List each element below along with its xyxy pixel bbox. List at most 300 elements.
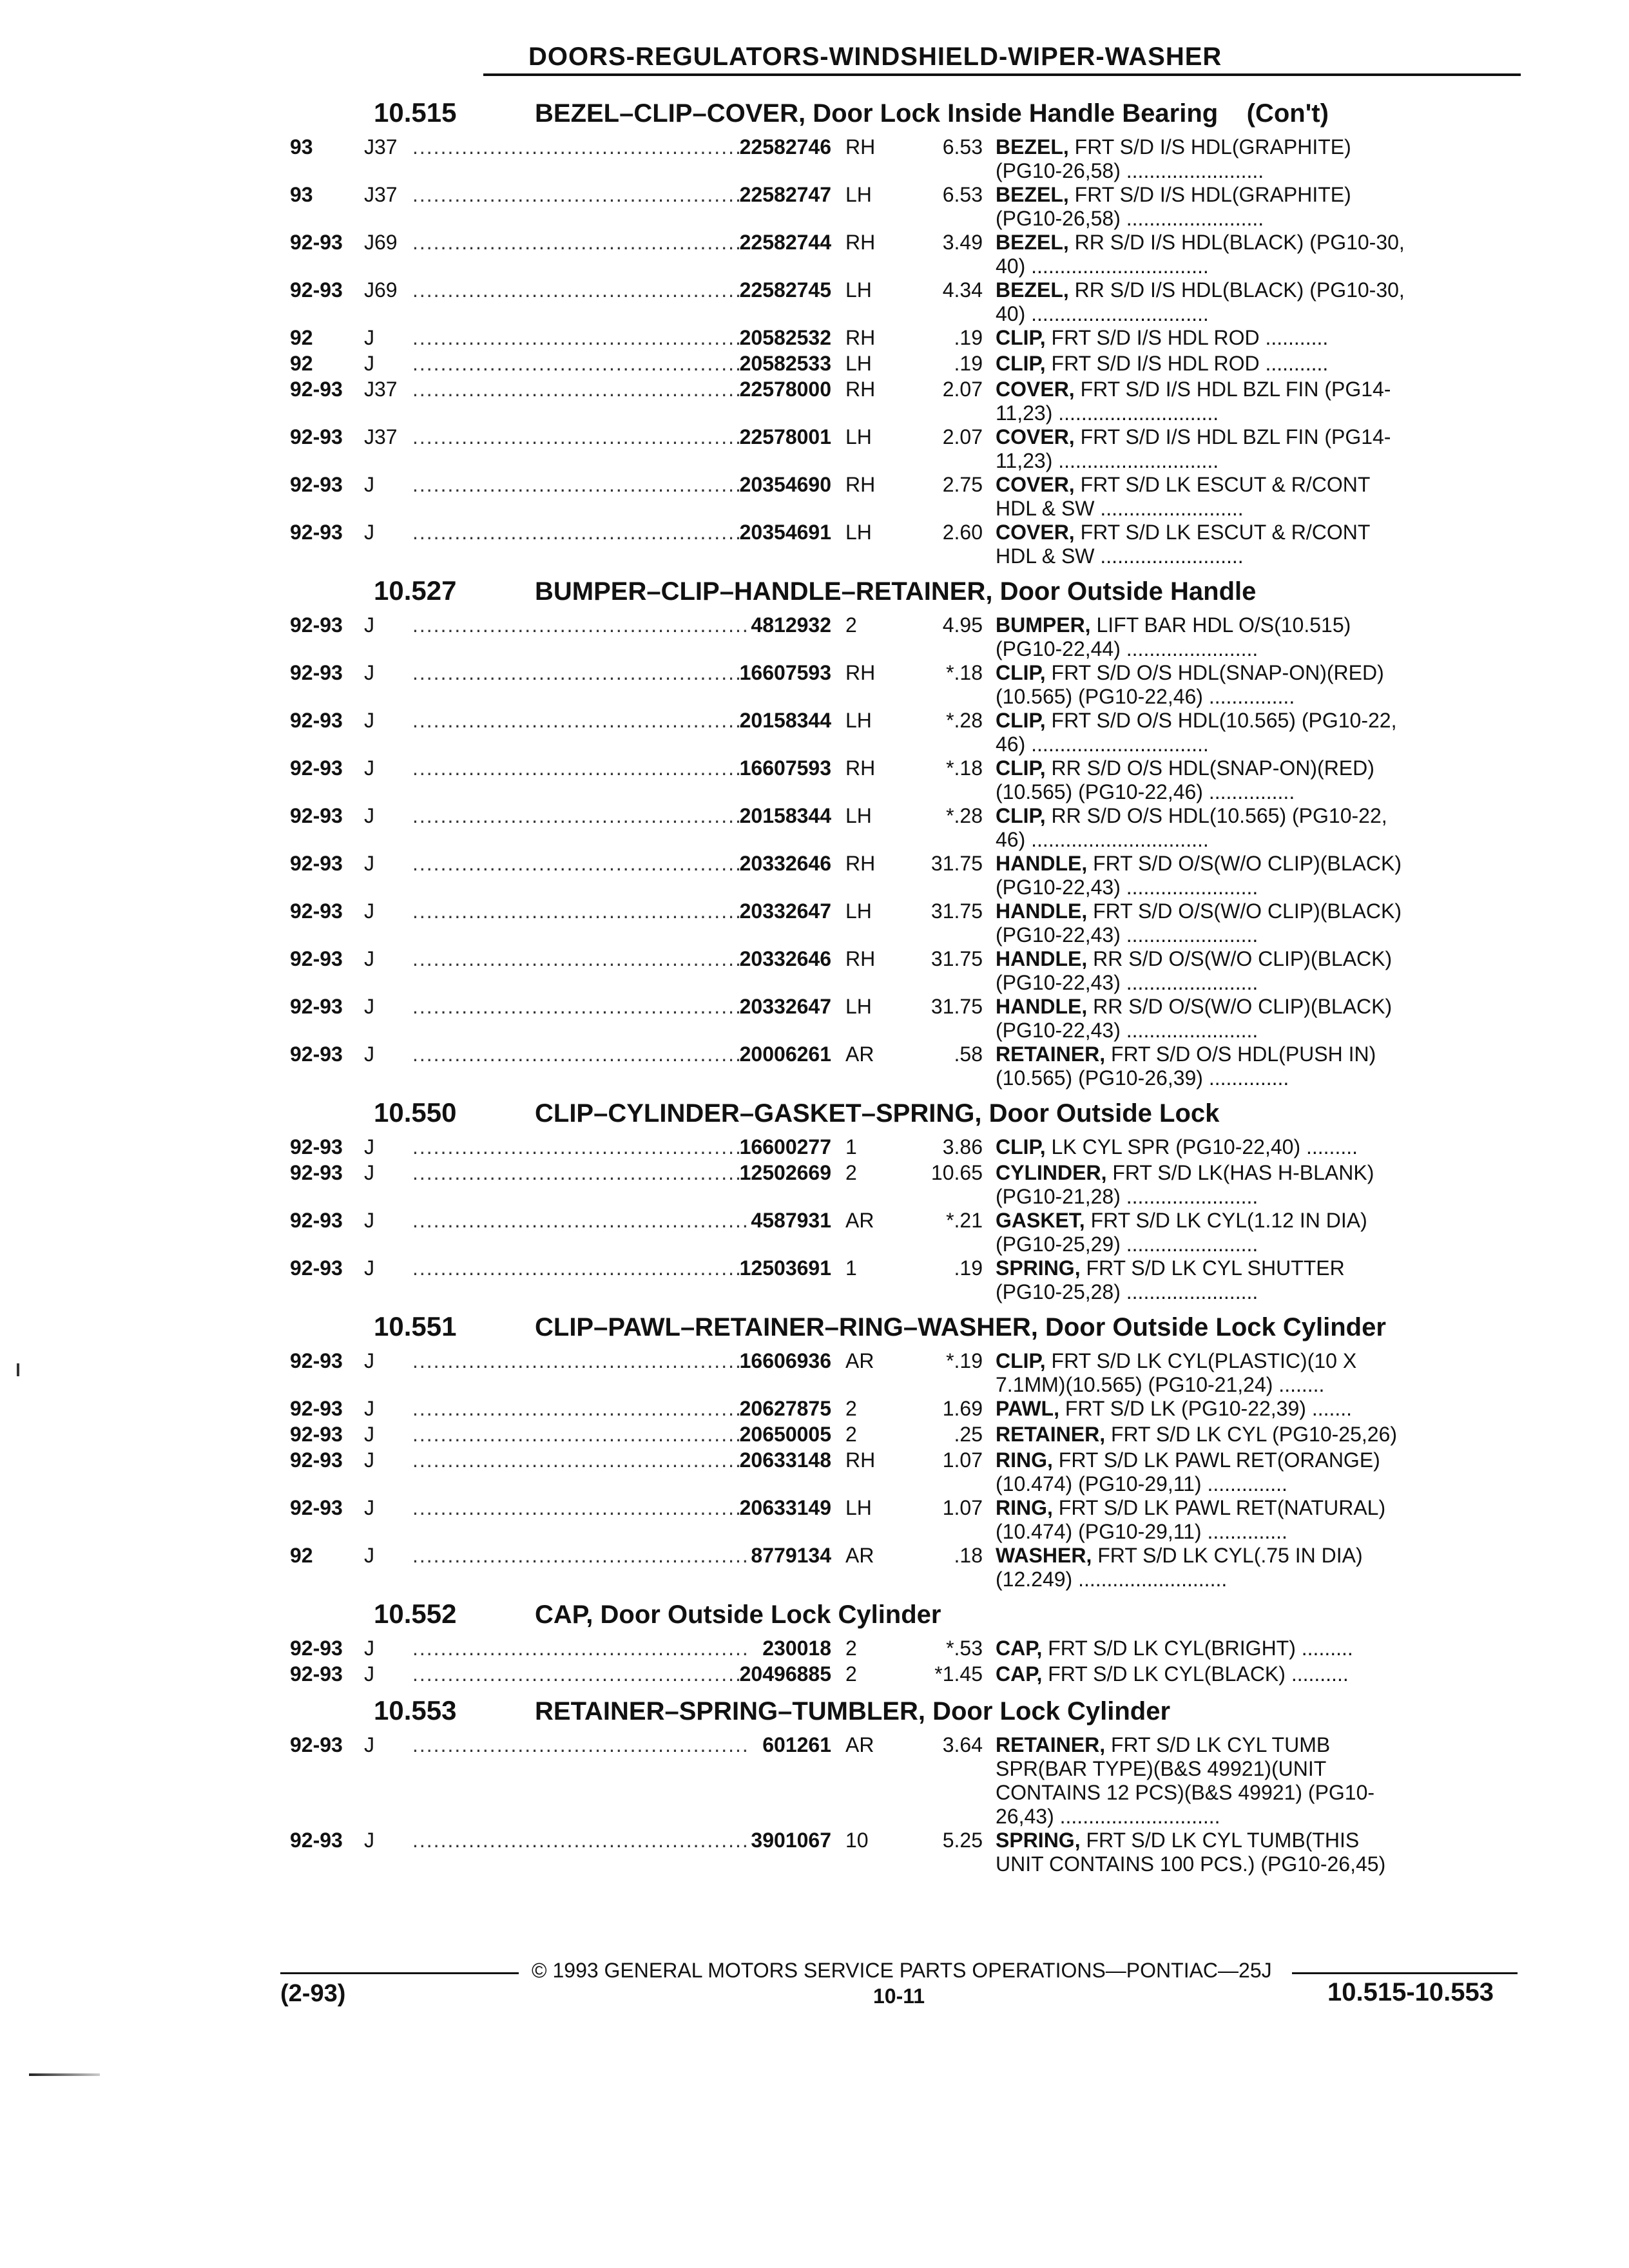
quantity: RH [845, 661, 876, 684]
leader-dots: ................................................ [412, 995, 749, 1018]
body-code: J37 [364, 135, 398, 159]
part-name: CAP, [996, 1637, 1043, 1660]
section-title [535, 1305, 1386, 1350]
part-description [983, 231, 1460, 278]
body-code: J37 [364, 378, 398, 401]
quantity: AR [845, 1043, 874, 1066]
part-description [983, 352, 1460, 378]
list-price: 3.64 [942, 1733, 983, 1756]
list-price: 31.75 [930, 995, 983, 1018]
footer-section-range: 10.515-10.553 [1327, 1978, 1494, 2006]
part-number: 22582747 [739, 183, 831, 206]
body-code: J69 [364, 278, 398, 302]
description-space [1105, 1733, 1111, 1756]
leader-dots: ................................................ [412, 1209, 749, 1232]
parts-section [290, 1688, 1527, 1876]
part-description [983, 1829, 1460, 1876]
body-code: J [364, 521, 374, 544]
leader-dots: ................................................ [412, 613, 749, 637]
part-description [983, 1637, 1460, 1662]
part-description-text: LK CYL SPR (PG10-22,40) ......... [1051, 1135, 1358, 1158]
leader-dots: ................................................ [412, 1135, 749, 1158]
model-years: 92-93 [290, 613, 343, 637]
part-description [983, 1135, 1460, 1161]
part-number: 22578001 [739, 425, 831, 448]
model-years: 92 [290, 326, 313, 349]
part-description-text: FRT S/D LK PAWL RET(ORANGE) (10.474) (PG10-29,11) .............. [996, 1448, 1380, 1495]
part-description [983, 425, 1460, 473]
section-title-text: CLIP–PAWL–RETAINER–RING–WASHER, Door Outside Lock Cylinder [535, 1313, 1386, 1341]
part-number: 230018 [762, 1637, 831, 1660]
leader-dots: ................................................ [412, 183, 749, 206]
part-description-text: FRT S/D I/S HDL ROD ........... [1051, 326, 1329, 349]
part-name: CLIP, [996, 326, 1046, 349]
section-title-text: CAP, Door Outside Lock Cylinder [535, 1600, 941, 1629]
list-price: .19 [954, 1256, 983, 1280]
leader-dots: ................................................ [412, 756, 749, 780]
part-row [290, 852, 1527, 899]
body-code: J [364, 1829, 374, 1852]
list-price: *.18 [946, 756, 983, 780]
quantity: RH [845, 326, 876, 349]
leader-dots: ................................................ [412, 899, 749, 923]
description-space [1106, 1161, 1112, 1184]
list-price: 31.75 [930, 899, 983, 923]
part-row [290, 613, 1527, 661]
part-number: 4812932 [751, 613, 831, 637]
body-code: J [364, 995, 374, 1018]
leader-dots: ................................................ [412, 852, 749, 875]
section-heading [290, 568, 1527, 613]
part-number: 16607593 [739, 756, 831, 780]
quantity: 1 [845, 1256, 857, 1280]
list-price: .25 [954, 1423, 983, 1446]
body-code: J [364, 1043, 374, 1066]
part-description-text: FRT S/D O/S HDL(SNAP-ON)(RED) (10.565) (PG10-22,46) ............... [996, 661, 1384, 708]
list-price: 2.75 [942, 473, 983, 496]
part-name: CAP, [996, 1662, 1043, 1686]
body-code: J [364, 1637, 374, 1660]
part-number: 20332647 [739, 995, 831, 1018]
part-description [983, 1256, 1460, 1304]
quantity: 2 [845, 1161, 857, 1184]
quantity: 2 [845, 1397, 857, 1420]
part-row [290, 1544, 1527, 1591]
body-code: J [364, 1161, 374, 1184]
description-space [1105, 1043, 1111, 1066]
list-price: *.28 [946, 709, 983, 732]
header-rule [483, 73, 1521, 76]
description-space [1069, 278, 1075, 302]
leader-dots: ................................................ [412, 473, 749, 496]
part-description-text: RR S/D I/S HDL(BLACK) (PG10-30, 40) ............................... [996, 278, 1405, 325]
quantity: AR [845, 1733, 874, 1756]
part-description-text: FRT S/D LK CYL SHUTTER (PG10-25,28) ....................... [996, 1256, 1345, 1303]
part-row [290, 1733, 1527, 1829]
body-code: J [364, 473, 374, 496]
part-description [983, 378, 1460, 425]
part-number: 22582746 [739, 135, 831, 159]
quantity: AR [845, 1544, 874, 1567]
section-number: 10.552 [374, 1599, 457, 1629]
model-years: 92 [290, 352, 313, 375]
model-years: 92-93 [290, 473, 343, 496]
leader-dots: ................................................ [412, 1423, 749, 1446]
body-code: J [364, 1209, 374, 1232]
part-number: 20332646 [739, 852, 831, 875]
model-years: 92-93 [290, 661, 343, 684]
description-space [1046, 756, 1052, 780]
quantity: 2 [845, 1662, 857, 1686]
leader-dots: ................................................ [412, 378, 749, 401]
part-description-text: FRT S/D LK CYL (PG10-25,26) [1110, 1423, 1397, 1446]
model-years: 92-93 [290, 231, 343, 254]
leader-dots: ................................................ [412, 231, 749, 254]
quantity: AR [845, 1349, 874, 1372]
part-description [983, 1423, 1460, 1448]
part-description-text: FRT S/D I/S HDL(GRAPHITE) (PG10-26,58) ........................ [996, 135, 1351, 182]
model-years: 92-93 [290, 995, 343, 1018]
list-price: *1.45 [934, 1662, 983, 1686]
part-description-text: FRT S/D LK CYL(1.12 IN DIA) (PG10-25,29) ....................... [996, 1209, 1367, 1256]
model-years: 93 [290, 183, 313, 206]
list-price: 10.65 [930, 1161, 983, 1184]
part-number: 20582533 [739, 352, 831, 375]
part-number: 20650005 [739, 1423, 831, 1446]
body-code: J37 [364, 425, 398, 448]
leader-dots: ................................................ [412, 1161, 749, 1184]
model-years: 92-93 [290, 1161, 343, 1184]
section-title [535, 1592, 941, 1637]
quantity: LH [845, 352, 872, 375]
part-description-text: FRT S/D I/S HDL BZL FIN (PG14- 11,23) ............................ [996, 378, 1391, 425]
description-space [1046, 352, 1052, 375]
part-description [983, 1496, 1460, 1544]
part-row [290, 352, 1527, 378]
body-code: J [364, 1662, 374, 1686]
section-heading [290, 1688, 1527, 1733]
body-code: J [364, 947, 374, 970]
leader-dots: ................................................ [412, 1662, 749, 1686]
model-years: 92-93 [290, 756, 343, 780]
list-price: 2.07 [942, 378, 983, 401]
part-row [290, 661, 1527, 709]
list-price: .18 [954, 1544, 983, 1567]
list-price: 1.07 [942, 1496, 983, 1519]
part-description [983, 947, 1460, 995]
part-row [290, 995, 1527, 1043]
leader-dots: ................................................ [412, 425, 749, 448]
list-price: 1.07 [942, 1448, 983, 1472]
model-years: 92-93 [290, 1733, 343, 1756]
list-price: 31.75 [930, 947, 983, 970]
part-name: BEZEL, [996, 135, 1069, 159]
section-heading [290, 1090, 1527, 1135]
model-years: 92-93 [290, 1637, 343, 1660]
body-code: J [364, 756, 374, 780]
body-code: J [364, 899, 374, 923]
quantity: RH [845, 231, 876, 254]
body-code: J [364, 1544, 374, 1567]
part-number: 20496885 [739, 1662, 831, 1686]
part-description-text: FRT S/D O/S(W/O CLIP)(BLACK) (PG10-22,43) ....................... [996, 852, 1402, 899]
list-price: 5.25 [942, 1829, 983, 1852]
part-name: GASKET, [996, 1209, 1085, 1232]
part-description [983, 995, 1460, 1043]
part-row [290, 1496, 1527, 1544]
description-space [1069, 183, 1075, 206]
parts-section [290, 1090, 1527, 1304]
part-row [290, 756, 1527, 804]
part-description [983, 804, 1460, 852]
part-row [290, 1448, 1527, 1496]
model-years: 92-93 [290, 1662, 343, 1686]
description-space [1087, 899, 1093, 923]
part-number: 22582745 [739, 278, 831, 302]
part-row [290, 1209, 1527, 1256]
body-code: J [364, 1423, 374, 1446]
part-number: 4587931 [751, 1209, 831, 1232]
part-number: 20582532 [739, 326, 831, 349]
part-name: RETAINER, [996, 1733, 1106, 1756]
footer-copyright: © 1993 GENERAL MOTORS SERVICE PARTS OPERATIONS—PONTIAC—25J [532, 1959, 1272, 1982]
body-code: J69 [364, 231, 398, 254]
leader-dots: ................................................ [412, 1544, 749, 1567]
part-description-text: FRT S/D LK CYL TUMB(THIS UNIT CONTAINS 100 PCS.) (PG10-26,45) [996, 1829, 1386, 1876]
part-description [983, 1397, 1460, 1423]
quantity: RH [845, 473, 876, 496]
list-price: *.28 [946, 804, 983, 827]
quantity: LH [845, 183, 872, 206]
part-number: 20354691 [739, 521, 831, 544]
part-number: 20633149 [739, 1496, 831, 1519]
part-description-text: RR S/D O/S HDL(10.565) (PG10-22, 46) ............................... [996, 804, 1387, 851]
leader-dots: ................................................ [412, 278, 749, 302]
body-code: J [364, 709, 374, 732]
part-name: PAWL, [996, 1397, 1059, 1420]
part-description-text: FRT S/D LK CYL(.75 IN DIA) (12.249) .......................... [996, 1544, 1363, 1591]
section-title-text: BEZEL–CLIP–COVER, Door Lock Inside Handle Bearing [535, 99, 1219, 128]
leader-dots: ................................................ [412, 521, 749, 544]
section-title-text: BUMPER–CLIP–HANDLE–RETAINER, Door Outside Handle [535, 577, 1257, 606]
part-name: CLIP, [996, 1349, 1046, 1372]
leader-dots: ................................................ [412, 326, 749, 349]
part-number: 16606936 [739, 1349, 831, 1372]
part-row [290, 709, 1527, 756]
section-title [535, 91, 1329, 136]
body-code: J [364, 1256, 374, 1280]
description-space [1069, 231, 1075, 254]
description-space [1053, 1448, 1059, 1472]
leader-dots: ................................................ [412, 1496, 749, 1519]
description-space [1059, 1397, 1065, 1420]
body-code: J [364, 1733, 374, 1756]
quantity: RH [845, 378, 876, 401]
model-years: 92-93 [290, 1135, 343, 1158]
leader-dots: ................................................ [412, 352, 749, 375]
part-description-text: RR S/D O/S(W/O CLIP)(BLACK) (PG10-22,43) ....................... [996, 947, 1393, 994]
body-code: J [364, 804, 374, 827]
part-description-text: FRT S/D LK CYL(PLASTIC)(10 X 7.1MM)(10.565) (PG10-21,24) ........ [996, 1349, 1357, 1396]
part-description [983, 1349, 1460, 1397]
part-number: 22582744 [739, 231, 831, 254]
list-price: .19 [954, 326, 983, 349]
model-years: 92-93 [290, 378, 343, 401]
list-price: 1.69 [942, 1397, 983, 1420]
section-title [535, 1689, 1170, 1734]
model-years: 92-93 [290, 709, 343, 732]
body-code: J [364, 613, 374, 637]
running-header: DOORS-REGULATORS-WINDSHIELD-WIPER-WASHER [528, 43, 1222, 71]
part-row [290, 899, 1527, 947]
part-number: 20158344 [739, 709, 831, 732]
part-description [983, 326, 1460, 352]
model-years: 92-93 [290, 1829, 343, 1852]
part-name: SPRING, [996, 1256, 1081, 1280]
list-price: .58 [954, 1043, 983, 1066]
quantity: LH [845, 425, 872, 448]
part-description [983, 1733, 1460, 1829]
description-space [1046, 661, 1052, 684]
part-number: 12503691 [739, 1256, 831, 1280]
part-row [290, 278, 1527, 326]
part-row [290, 1349, 1527, 1397]
part-name: CLIP, [996, 661, 1046, 684]
part-description [983, 135, 1460, 183]
leader-dots: ................................................ [412, 709, 749, 732]
part-row [290, 947, 1527, 995]
quantity: 2 [845, 1637, 857, 1660]
part-name: CLIP, [996, 804, 1046, 827]
description-space [1053, 1496, 1059, 1519]
body-code: J [364, 852, 374, 875]
footer-rule-right [1292, 1972, 1518, 1974]
part-name: RING, [996, 1448, 1053, 1472]
part-description [983, 1209, 1460, 1256]
part-number: 20354690 [739, 473, 831, 496]
part-description [983, 1043, 1460, 1090]
body-code: J [364, 1135, 374, 1158]
part-name: COVER, [996, 425, 1075, 448]
part-description [983, 613, 1460, 661]
leader-dots: ................................................ [412, 1637, 749, 1660]
part-name: RETAINER, [996, 1423, 1106, 1446]
quantity: LH [845, 1496, 872, 1519]
part-description [983, 899, 1460, 947]
section-title [535, 569, 1256, 614]
description-space [1042, 1637, 1048, 1660]
section-number: 10.527 [374, 575, 457, 606]
quantity: 1 [845, 1135, 857, 1158]
part-description [983, 521, 1460, 568]
part-description [983, 1161, 1460, 1209]
part-name: BEZEL, [996, 278, 1069, 302]
part-number: 8779134 [751, 1544, 831, 1567]
footer-rule-left [280, 1972, 519, 1974]
description-space [1087, 995, 1093, 1018]
part-description [983, 756, 1460, 804]
quantity: RH [845, 1448, 876, 1472]
part-description-text: FRT S/D I/S HDL ROD ........... [1051, 352, 1329, 375]
list-price: 3.49 [942, 231, 983, 254]
part-description-text: RR S/D O/S(W/O CLIP)(BLACK) (PG10-22,43) ....................... [996, 995, 1393, 1042]
part-row [290, 1397, 1527, 1423]
section-number: 10.553 [374, 1695, 457, 1725]
section-title-text: CLIP–CYLINDER–GASKET–SPRING, Door Outside Lock [535, 1099, 1220, 1128]
section-number: 10.551 [374, 1311, 457, 1341]
leader-dots: ................................................ [412, 1733, 749, 1756]
list-price: *.18 [946, 661, 983, 684]
part-description [983, 852, 1460, 899]
part-description-text: FRT S/D LK CYL(BLACK) .......... [1048, 1662, 1349, 1686]
description-space [1042, 1662, 1048, 1686]
part-name: BEZEL, [996, 231, 1069, 254]
quantity: RH [845, 756, 876, 780]
list-price: .19 [954, 352, 983, 375]
part-row [290, 1637, 1527, 1662]
section-heading [290, 1591, 1527, 1637]
part-description-text: FRT S/D O/S HDL(10.565) (PG10-22, 46) ............................... [996, 709, 1397, 756]
section-number: 10.550 [374, 1097, 457, 1128]
part-name: COVER, [996, 521, 1075, 544]
quantity: LH [845, 278, 872, 302]
part-row [290, 1829, 1527, 1876]
part-description-text: FRT S/D I/S HDL(GRAPHITE) (PG10-26,58) ........................ [996, 183, 1351, 230]
part-description-text: FRT S/D LK ESCUT & R/CONT HDL & SW ......................... [996, 473, 1371, 520]
part-number: 20332647 [739, 899, 831, 923]
part-name: HANDLE, [996, 947, 1088, 970]
part-number: 22578000 [739, 378, 831, 401]
list-price: 6.53 [942, 135, 983, 159]
model-years: 92-93 [290, 852, 343, 875]
body-code: J [364, 1397, 374, 1420]
part-description-text: FRT S/D O/S HDL(PUSH IN) (10.565) (PG10-26,39) .............. [996, 1043, 1376, 1090]
quantity: AR [845, 1209, 874, 1232]
model-years: 92-93 [290, 804, 343, 827]
part-description-text: LIFT BAR HDL O/S(10.515) (PG10-22,44) ....................... [996, 613, 1351, 660]
body-code: J [364, 1448, 374, 1472]
body-code: J [364, 1349, 374, 1372]
quantity: RH [845, 135, 876, 159]
quantity: LH [845, 804, 872, 827]
part-name: BUMPER, [996, 613, 1091, 637]
part-number: 20158344 [739, 804, 831, 827]
model-years: 92-93 [290, 1448, 343, 1472]
part-description [983, 278, 1460, 326]
part-number: 12502669 [739, 1161, 831, 1184]
part-description [983, 709, 1460, 756]
model-years: 92-93 [290, 1256, 343, 1280]
parts-listing [290, 90, 1527, 1876]
body-code: J [364, 326, 374, 349]
part-number: 20332646 [739, 947, 831, 970]
part-description-text: FRT S/D LK CYL(BRIGHT) ......... [1048, 1637, 1353, 1660]
part-description [983, 1448, 1460, 1496]
part-description-text: FRT S/D LK(HAS H-BLANK) (PG10-21,28) ....................... [996, 1161, 1374, 1208]
part-name: RETAINER, [996, 1043, 1106, 1066]
part-row [290, 1043, 1527, 1090]
quantity: 2 [845, 1423, 857, 1446]
model-years: 92-93 [290, 899, 343, 923]
description-space [1046, 804, 1052, 827]
model-years: 92-93 [290, 947, 343, 970]
part-name: BEZEL, [996, 183, 1069, 206]
quantity: 2 [845, 613, 857, 637]
description-space [1046, 1349, 1052, 1372]
section-title-text: RETAINER–SPRING–TUMBLER, Door Lock Cylinder [535, 1697, 1171, 1725]
part-name: CLIP, [996, 352, 1046, 375]
part-row [290, 231, 1527, 278]
